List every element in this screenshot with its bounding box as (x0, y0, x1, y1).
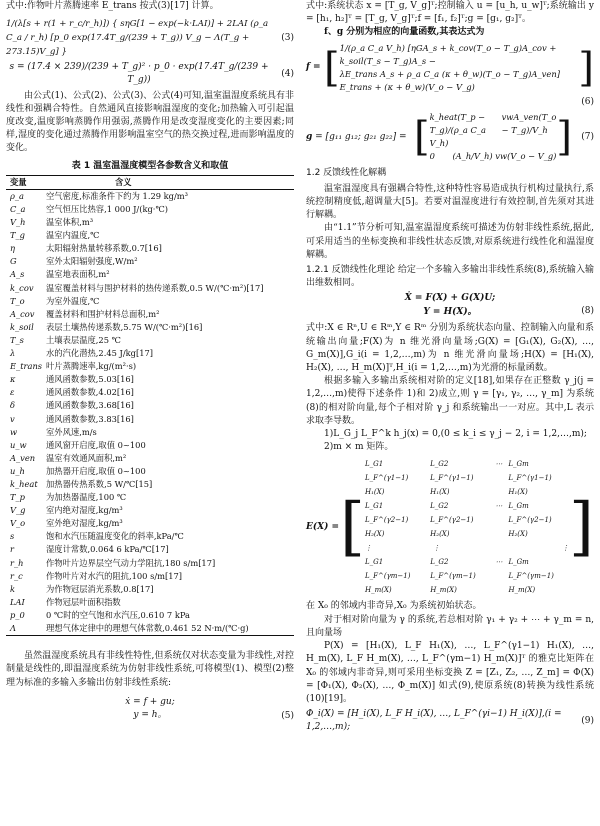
section-1-2-1-heading: 1.2.1 反馈线性化理论 (306, 265, 395, 276)
table-cell-meaning: 为加热器温度,100 ℃ (46, 492, 127, 503)
table-cell-variable: T_p (10, 492, 25, 503)
table-cell-variable: δ (10, 400, 15, 411)
table-cell-meaning: 温室内温度,℃ (46, 230, 100, 241)
paragraph-affine: 虽然温湿度系统具有非线性特性,但系统仅对状态变量为非线性,对控制量是线性的,即温湿度系统为仿射非线性系统,可将模型(1)、模型(2)整理为标准的多输入多输出仿射非线性系统: (6, 651, 294, 688)
table-cell-variable: s (10, 531, 15, 542)
section-1-2-1 (306, 264, 594, 290)
matrix-E: E(X) = [ L_G1 L_F^(γ1−1) H₁(X) L_G2 L_F^(γ1−1) H₁(X) ⋯ L_Gm L_F^(γ1−1) H₁(X) L_G1 L_F^(γ2−1) H₂(X) L_G2 L_F^(γ2−1) H₂(X) ⋯ L_Gm L_F^(γ2−1) H₂(X) ⋮ ⋮ ⋮ L_G1 L_F^(γm−1) H_m(X) L_G2 L_F^(γm−1) H_m(X) ⋯ L_Gm L_F^(γm−1) H_m(X) ] (306, 457, 594, 597)
table-row (6, 609, 294, 622)
matrix-E-cell: ⋮ (562, 544, 570, 553)
table-row (6, 439, 294, 452)
left-column (6, 0, 294, 726)
table-cell-variable: r_c (10, 570, 23, 581)
table-1-title: 表 1 温室温湿度模型各参数含义和取值 (71, 160, 229, 171)
table-cell-meaning: 作物冠层叶面积指数 (46, 596, 121, 607)
table-cell-meaning: 加热器传热系数,5 W/℃[15] (46, 478, 153, 489)
matrix-E-cell: ⋯ (495, 502, 503, 511)
equation-4 (6, 61, 294, 87)
matrix-E-row (365, 541, 569, 555)
table-row (6, 622, 294, 636)
table-cell-variable: r_h (10, 557, 24, 568)
matrix-E-label: E(X) = (306, 521, 340, 532)
table-cell-variable: V_h (10, 217, 26, 228)
matrix-E-cell: L_G2 L_F^(γ2−1) H₂(X) (430, 502, 474, 539)
table-cell-variable: C_a (10, 204, 26, 215)
table-cell-variable: u_h (10, 465, 25, 476)
table-row (6, 360, 294, 373)
condition-2: 2)m × m 矩阵。 (324, 442, 394, 453)
table-cell-variable: A_s (10, 269, 25, 280)
table-cell-meaning: 作物叶片边界层空气动力学阻抗,180 s/m[17] (46, 557, 216, 568)
table-cell-meaning: 通风函数参数,4.02[16] (46, 387, 134, 398)
fg-intro: f、g 分别为相应的向量函数,其表达式为 (324, 27, 485, 38)
table-cell-meaning: 饱和水汽压随温度变化的斜率,kPa/℃ (46, 531, 184, 542)
table-row (6, 229, 294, 242)
table-cell-variable: v (10, 413, 15, 424)
equation-9 (306, 708, 594, 734)
table-row (6, 216, 294, 229)
matrix-E-cell: ⋯ (495, 460, 503, 469)
table-row (6, 583, 294, 596)
table-row (6, 491, 294, 504)
table-cell-variable: A_ven (10, 452, 36, 463)
matrix-E-cell: L_G1 L_F^(γ1−1) H₁(X) (364, 460, 409, 497)
matrix-E-row (365, 457, 569, 499)
matrix-E-cell: ⋯ (495, 558, 503, 567)
matrix-E-cell: L_G2 L_F^(γ1−1) H₁(X) (430, 460, 474, 497)
matrix-E-cell: L_Gm L_F^(γ2−1) H₂(X) (508, 502, 552, 539)
table-header-row (6, 175, 294, 189)
equation-8 (306, 292, 594, 320)
matrix-E-row (365, 499, 569, 541)
table-cell-meaning: 表层土壤热传递系数,5.75 W/(℃·m²)[16] (46, 321, 203, 332)
equation-3-body: 1/(λ[s + r(1 + r_c/r_h)]) { sηG[1 − exp(−k·LAI)] + 2LAI (ρ_a C_a / r_h) [p_0 exp(17.4T_g/(239 + T_g)) V_g − Λ(T_g + 273.15)V_g] } (6, 19, 269, 58)
equation-8-number: (8) (581, 306, 594, 317)
table-cell-meaning: 温室体积,m³ (46, 217, 94, 228)
table-cell-variable: T_s (10, 334, 24, 345)
section-1-2-1-text: 给定一个多输入多输出非线性系统(8),系统输入输出维数相同。 (306, 265, 594, 289)
table-cell-variable: ρ_a (10, 190, 24, 201)
table-cell-meaning: 温室有效通风面积,m² (46, 452, 127, 463)
table-row (6, 321, 294, 334)
table-cell-meaning: 空气密度,标准条件下约为 1.29 kg/m³ (46, 190, 188, 201)
equation-6: f = [ 1/(ρ_a C_a V_h) [ηGA_s + k_cov(T_o − T_g)A_cov + k_soil(T_s − T_g)A_s − λE_trans A_s + ρ_a C_a (κ + θ_w)(T_o − T_g)A_ven] E_trans + (κ + θ_w)(V_o − V_g) ] (306, 42, 594, 92)
paragraph-relative-degree: 根据多输入多输出系统相对阶的定义[18],如果存在正整数 γ_j(j = 1,2,…,m)使得下述条件 1)和 2)成立,则 γ = [γ₁, γ₂, …, γ_m] 为系统(8)的相对阶向量,每个子相对阶 γ_j 和系统输出一一对应。其中,L 表示求取李导数。 (306, 376, 594, 426)
table-row (6, 386, 294, 399)
table-row (6, 189, 294, 203)
table-cell-variable: w (10, 426, 18, 437)
table-cell-meaning: 0 ℃时的空气饱和水汽压,0.610 7 kPa (46, 609, 190, 620)
paragraph-affine-system: 由“1.1”节分析可知,温室温湿度系统可描述为仿射非线性系统,据此,可采用适当的坐标变换和非线性状态反馈,对原系统进行线性化和温湿度解耦。 (306, 223, 594, 260)
matrix-E-cell: L_Gm L_F^(γ1−1) H₁(X) (508, 460, 552, 497)
table-cell-variable: κ (10, 374, 16, 385)
table-row (6, 347, 294, 360)
paragraph-total-degree: 对于相对阶向量为 γ 的系统,若总相对阶 γ₁ + γ₂ + ⋯ + γ_m = n,且向量场 (306, 614, 594, 638)
eq6-row3: E_trans + (κ + θ_w)(V_o − V_g) (339, 81, 475, 92)
table-cell-meaning: 湿度计常数,0.064 6 kPa/℃[17] (46, 544, 169, 555)
table-cell-variable: G (10, 256, 17, 267)
section-1-2-heading: 1.2 反馈线性化解耦 (306, 167, 387, 178)
table-row (6, 334, 294, 347)
g12: vwA_ven(T_o − T_g)/V_h (501, 111, 557, 136)
table-row (6, 426, 294, 439)
equation-7-number: (7) (581, 131, 594, 142)
paragraph-coupling-decoupling: 温室温湿度具有强耦合特性,这种特性容易造成执行机构过量执行,系统控制精度低,超调量大[5]。若要对温湿度进行有效控制,首先须对其进行解耦。 (306, 183, 594, 221)
table-row (6, 517, 294, 530)
table-row (6, 413, 294, 426)
table-row (6, 373, 294, 386)
table-row (6, 570, 294, 583)
table-cell-meaning: 室外风速,m/s (46, 426, 97, 437)
table-cell-meaning: 水的汽化潜热,2.45 J/kg[17] (46, 348, 154, 359)
table-cell-meaning: 室外太阳辐射强度,W/m² (46, 256, 138, 267)
table-cell-variable: r (10, 544, 14, 555)
eq6-row1: 1/(ρ_a C_a V_h) [ηGA_s + k_cov(T_o − T_g)A_cov + k_soil(T_s − T_g)A_s − (339, 42, 557, 66)
table-cell-variable: V_g (10, 505, 26, 516)
table-cell-meaning: 加热器开启度,取值 0~100 (46, 465, 146, 476)
table-cell-variable: Λ (6, 622, 45, 636)
equation-5-line2: y = h。 (133, 709, 167, 720)
state-definition: 式中:系统状态 x = [T_g, V_g]ᵀ;控制输入 u = [u_h, u_w]ᵀ;系统输出 y = [h₁, h₂]ᵀ = [T_g, V_g]ᵀ;f = [f₁, f₂]ᵀ;g = [g₁, g₂]ᵀ。 (306, 1, 594, 25)
table-cell-variable: k_cov (10, 282, 34, 293)
equation-4-number: (4) (281, 68, 294, 79)
equation-9-number: (9) (581, 715, 594, 726)
matrix-E-cell: L_G1 L_F^(γm−1) H_m(X) (364, 558, 411, 595)
table-cell-meaning: 室内绝对湿度,kg/m³ (46, 505, 123, 516)
top-line: 式中:作物叶片蒸腾速率 E_trans 按式(3)[17] 计算。 (6, 1, 219, 11)
table-cell-variable: p_0 (10, 609, 25, 620)
table-cell-meaning: 理想气体定律中的理想气体常数,0.461 52 N·m/(℃·g) (45, 622, 294, 636)
parameter-table (6, 175, 294, 636)
equation-5-number: (5) (281, 710, 294, 721)
table-cell-meaning: 叶片蒸腾速率,kg/(m²·s) (46, 361, 137, 372)
table-cell-variable: A_cov (10, 308, 35, 319)
table-cell-variable: k_heat (10, 478, 38, 489)
table-cell-meaning: 土壤表层温度,25 ℃ (46, 334, 121, 345)
equation-6-number: (6) (581, 96, 594, 107)
paragraph-coordinate-transform: P(X) = [H₁(X), L_F H₁(X), …, L_F^(γ1−1) H₁(X), …, H_m(X), L_F H_m(X), …, L_F^(γm−1) H_m(X)]ᵀ 的雅克比矩阵在 X₀ 的邻域内非奇异,则可采用坐标变换 Z = [Z₁, Z₂, …, Z_m] = Φ(X) = [Φ₁(X), Φ₂(X), …, Φ_m(X)] 如式(9),使原系统(8)转换为线性系统(10)[19]。 (306, 641, 594, 704)
table-cell-meaning: 空气恒压比热容,1 000 J/(kg·℃) (46, 204, 168, 215)
g22: (A_h/V_h) vw(V_o − V_g) (452, 151, 557, 162)
table-cell-meaning: 通风函数参数,3.68[16] (46, 400, 134, 411)
table-cell-meaning: 通风函数参数,5.03[16] (46, 374, 134, 385)
matrix-E-cell: ⋮ (364, 544, 372, 553)
table-row (6, 543, 294, 556)
table-row (6, 203, 294, 216)
header-meaning: 含义 (45, 175, 294, 189)
table-row (6, 255, 294, 268)
table-cell-variable: η (10, 243, 15, 254)
equation-5 (6, 696, 294, 726)
header-variable: 变量 (6, 175, 45, 189)
table-cell-meaning: 覆盖材料和围护材料总面积,m² (46, 308, 160, 319)
equation-3 (6, 17, 294, 59)
condition-1: 1)L_G_j L_F^k h_j(x) = 0,(0 ≤ k_i ≤ γ_j − 2, i = 1,2,…,m); (324, 429, 587, 440)
matrix-E-cell: L_Gm L_F^(γm−1) H_m(X) (508, 558, 554, 595)
table-cell-variable: k_soil (10, 321, 34, 332)
table-row (6, 295, 294, 308)
table-cell-meaning: 通风函数参数,3.83[16] (46, 413, 134, 424)
table-row (6, 268, 294, 281)
matrix-E-row (365, 555, 569, 597)
table-cell-variable: k (10, 583, 16, 594)
table-row (6, 465, 294, 478)
table-row (6, 282, 294, 295)
table-row (6, 242, 294, 255)
table-row (6, 530, 294, 543)
table-row (6, 478, 294, 491)
table-row (6, 452, 294, 465)
table-cell-variable: E_trans (10, 361, 43, 372)
matrix-E-cell: L_G2 L_F^(γm−1) H_m(X) (430, 558, 476, 595)
table-cell-meaning: 温室覆盖材料与围护材料的热传递系数,0.5 W/(℃·m²)[17] (46, 282, 264, 293)
equation-9-body: Φ_i(X) = [H_i(X), L_F H_i(X), …, L_F^(γi−1) H_i(X)],(i = 1,2,…,m); (306, 709, 562, 733)
table-cell-meaning: 室外绝对湿度,kg/m³ (46, 518, 123, 529)
table-cell-variable: T_g (10, 230, 25, 241)
table-cell-variable: ε (10, 387, 15, 398)
table-row (6, 557, 294, 570)
table-row (6, 399, 294, 412)
table-row (6, 596, 294, 609)
equation-4-body: s = (17.4 × 239)/(239 + T_g)² · p_0 · exp(17.4T_g/(239 + T_g)) (9, 62, 269, 86)
equation-8-line2: Y = H(X)。 (423, 306, 477, 317)
right-column (306, 0, 594, 737)
table-cell-variable: λ (10, 348, 16, 359)
equation-7: g = [g₁₁ g₁₂; g₂₁ g₂₂] = [ k_heat(T_p − T_g)/(ρ_a C_a V_h) vwA_ven(T_o − T_g)/V_h 0 (A_h/V_h) vw(V_o − V_g) ] (7) (306, 111, 594, 164)
table-cell-meaning: 温室地表面积,m² (46, 269, 110, 280)
table-cell-variable: T_o (10, 295, 25, 306)
matrix-E-cell: L_G1 L_F^(γ2−1) H₂(X) (364, 502, 409, 539)
table-cell-variable: V_o (10, 518, 26, 529)
equation-5-line1: ẋ = f + gu; (125, 696, 175, 707)
table-cell-meaning: 通风窗开启度,取值 0~100 (46, 439, 146, 450)
table-cell-variable: u_w (10, 439, 27, 450)
table-cell-meaning: 为室外温度,℃ (46, 295, 100, 306)
after-matrix: 在 X₀ 的邻域内非奇异,X₀ 为系统初始状态。 (306, 601, 482, 612)
table-row (6, 308, 294, 321)
paragraph-coupling: 由公式(1)、公式(2)、公式(3)、公式(4)可知,温室温湿度系统具有非线性和强耦合特性。自然通风直接影响温湿度的变化;加热输入可引起温度改变,温度影响蒸腾作用强弱,蒸腾作用是改变湿度变化的主要因素;同样,湿度的变化通过蒸腾作用影响温室空气的热交换过程,进而影响温度的变化。 (6, 90, 294, 154)
table-cell-variable: LAI (10, 596, 25, 607)
table-cell-meaning: 为作物冠层消光系数,0.8[17] (46, 583, 154, 594)
table-row (6, 504, 294, 517)
paragraph-definitions: 式中:X ∈ Rⁿ,U ∈ Rᵐ,Y ∈ Rᵐ 分别为系统状态向量、控制输入向量和系统输出向量;F(X)为 n 维光滑向量场;G(X) = [G₁(X), G₂(X), …, G_m(X)],G_i(i = 1,2,…,m)为 n 维光滑向量场;H(X) = [H₁(X), H₂(X), …, H_m(X)]ᵀ,H_i(i = 1,2,…,m)为光滑的标量函数。 (306, 323, 594, 374)
table-cell-meaning: 太阳辐射热量转移系数,0.7[16] (46, 243, 162, 254)
table-cell-meaning: 作物叶片对水汽的阻抗,100 s/m[17] (46, 570, 183, 581)
g21: 0 (429, 151, 435, 162)
eq6-row2: λE_trans A_s + ρ_a C_a (κ + θ_w)(T_o − T_g)A_ven] (339, 68, 561, 79)
equation-3-number: (3) (281, 32, 294, 43)
equation-8-line1: Ẋ = F(X) + G(X)U; (404, 293, 496, 304)
g11: k_heat(T_p − T_g)/(ρ_a C_a V_h) (429, 111, 486, 149)
matrix-E-cell: ⋮ (432, 544, 440, 553)
